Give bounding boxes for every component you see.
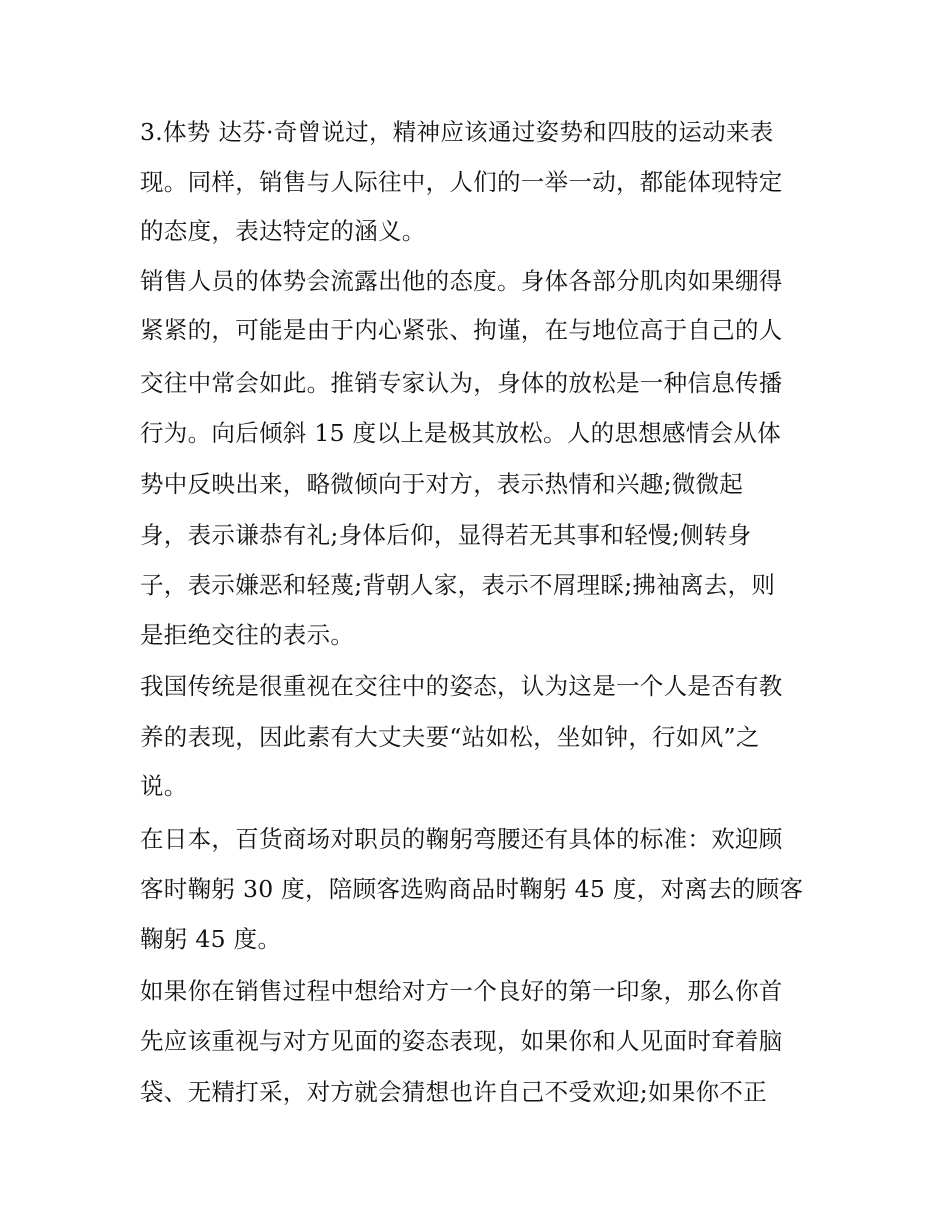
text-line: 养的表现，因此素有大丈夫要“站如松，坐如钟，行如风”之 xyxy=(140,723,760,751)
text-line: 说。 xyxy=(140,772,188,800)
text-line: 鞠躬 45 度。 xyxy=(140,925,282,953)
text-line: 行为。向后倾斜 15 度以上是极其放松。人的思想感情会从体 xyxy=(140,419,782,447)
text-line: 销售人员的体势会流露出他的态度。身体各部分肌肉如果绷得 xyxy=(140,267,783,295)
text-line: 子，表示嫌恶和轻蔑;背朝人家，表示不屑理睬;拂袖离去，则 xyxy=(140,571,776,599)
text-line: 在日本，百货商场对职员的鞠躬弯腰还有具体的标准：欢迎顾 xyxy=(140,825,783,853)
text-line: 势中反映出来，略微倾向于对方，表示热情和兴趣;微微起 xyxy=(140,470,744,498)
text-line: 先应该重视与对方见面的姿态表现，如果你和人见面时耷着脑 xyxy=(140,1027,783,1055)
text-line: 3.体势 达芬·奇曾说过，精神应该通过姿势和四肢的运动来表 xyxy=(140,118,774,146)
text-line: 袋、无精打采，对方就会猜想也许自己不受欢迎;如果你不正 xyxy=(140,1078,768,1106)
text-line: 如果你在销售过程中想给对方一个良好的第一印象，那么你首 xyxy=(140,977,783,1005)
text-line: 的态度，表达特定的涵义。 xyxy=(140,217,426,245)
text-line: 是拒绝交往的表示。 xyxy=(140,621,355,649)
text-line: 我国传统是很重视在交往中的姿态，认为这是一个人是否有教 xyxy=(140,672,783,700)
text-line: 客时鞠躬 30 度，陪顾客选购商品时鞠躬 45 度，对离去的顾客 xyxy=(140,875,804,903)
text-line: 紧紧的，可能是由于内心紧张、拘谨，在与地位高于自己的人 xyxy=(140,316,783,344)
text-line: 现。同样，销售与人际往中，人们的一举一动，都能体现特定 xyxy=(140,168,783,196)
text-line: 身，表示谦恭有礼;身体后仰，显得若无其事和轻慢;侧转身 xyxy=(140,521,752,549)
text-line: 交往中常会如此。推销专家认为，身体的放松是一种信息传播 xyxy=(140,369,783,397)
